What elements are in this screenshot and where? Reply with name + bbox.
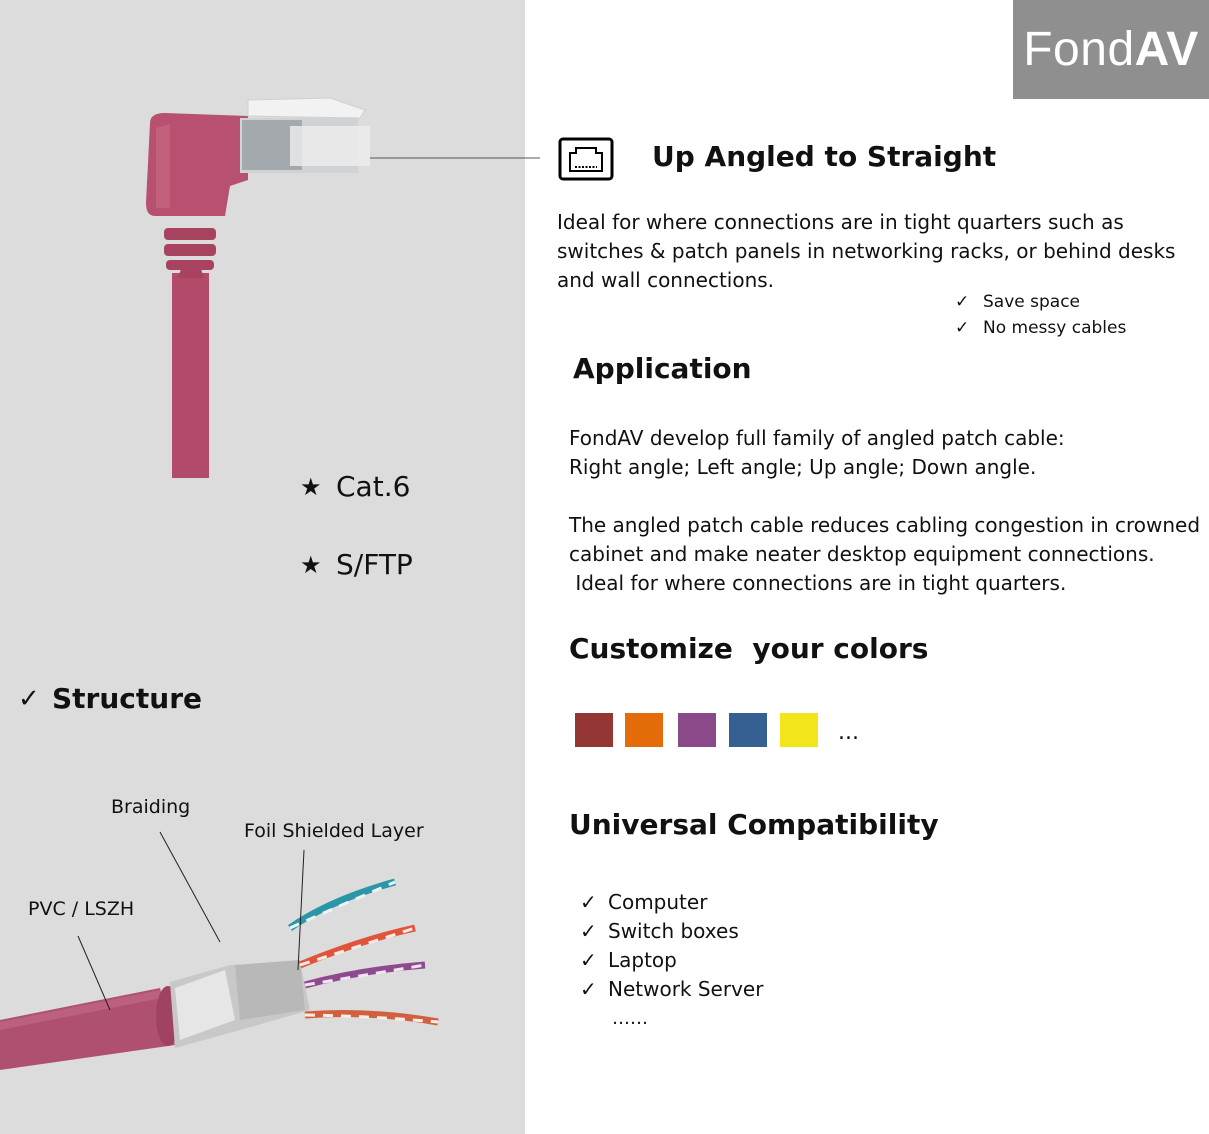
feature-sftp: ★ S/FTP [300, 548, 413, 581]
colors-heading: Customize your colors [569, 632, 929, 665]
application-heading: Application [573, 352, 752, 385]
list-item: ✓ Laptop [580, 946, 763, 975]
star-icon: ★ [300, 472, 322, 501]
check-icon: ✓ [18, 683, 40, 714]
check-icon: ✓ [580, 948, 597, 972]
list-item: ✓ Save space [955, 289, 1126, 315]
compatibility-heading: Universal Compatibility [569, 808, 939, 841]
page-title: Up Angled to Straight [652, 140, 997, 173]
color-swatch-purple [678, 713, 716, 747]
star-icon: ★ [300, 550, 322, 579]
list-item: ✓ No messy cables [955, 315, 1126, 341]
colors-more: ... [838, 720, 859, 745]
cable-body [172, 273, 209, 478]
check-icon: ✓ [580, 890, 597, 914]
check-icon: ✓ [580, 977, 597, 1001]
check-icon: ✓ [580, 919, 597, 943]
ethernet-port-icon [558, 137, 614, 181]
label-foil-shielded-layer: Foil Shielded Layer [244, 820, 424, 842]
color-swatch-orange [625, 713, 663, 747]
list-item: ✓ Network Server [580, 975, 763, 1004]
application-text: FondAV develop full family of angled patch cable: Right angle; Left angle; Up angle; Down angle. The angled patch cable reduces cabling congestion in crowned cabinet and make neater desktop equipment connections. Ideal for where connections are in tight quarters. [569, 426, 1201, 595]
intro-text: Ideal for where connections are in tight quarters such as switches & patch panels in networking racks, or behind desks and wall connections. [557, 210, 1176, 292]
structure-heading: ✓ Structure [18, 682, 203, 715]
list-item: ✓ Computer [580, 888, 763, 917]
color-swatch-yellow [780, 713, 818, 747]
brand-logo: Fond AV [1013, 0, 1209, 99]
check-icon: ✓ [955, 292, 970, 312]
check-icon: ✓ [955, 318, 970, 338]
color-swatch-blue [729, 713, 767, 747]
label-braiding: Braiding [111, 796, 191, 818]
list-item: ✓ Switch boxes [580, 917, 763, 946]
color-swatch-red [575, 713, 613, 747]
benefit-list [955, 289, 1126, 341]
label-pvc-lszh: PVC / LSZH [28, 898, 135, 920]
strain-relief-rib [164, 228, 216, 240]
compatibility-more: …… [612, 1008, 648, 1029]
diagram-leader-lines [0, 820, 450, 1020]
connector-illustration [130, 88, 550, 483]
compatibility-list [580, 888, 763, 1004]
feature-cat6: ★ Cat.6 [300, 470, 411, 503]
